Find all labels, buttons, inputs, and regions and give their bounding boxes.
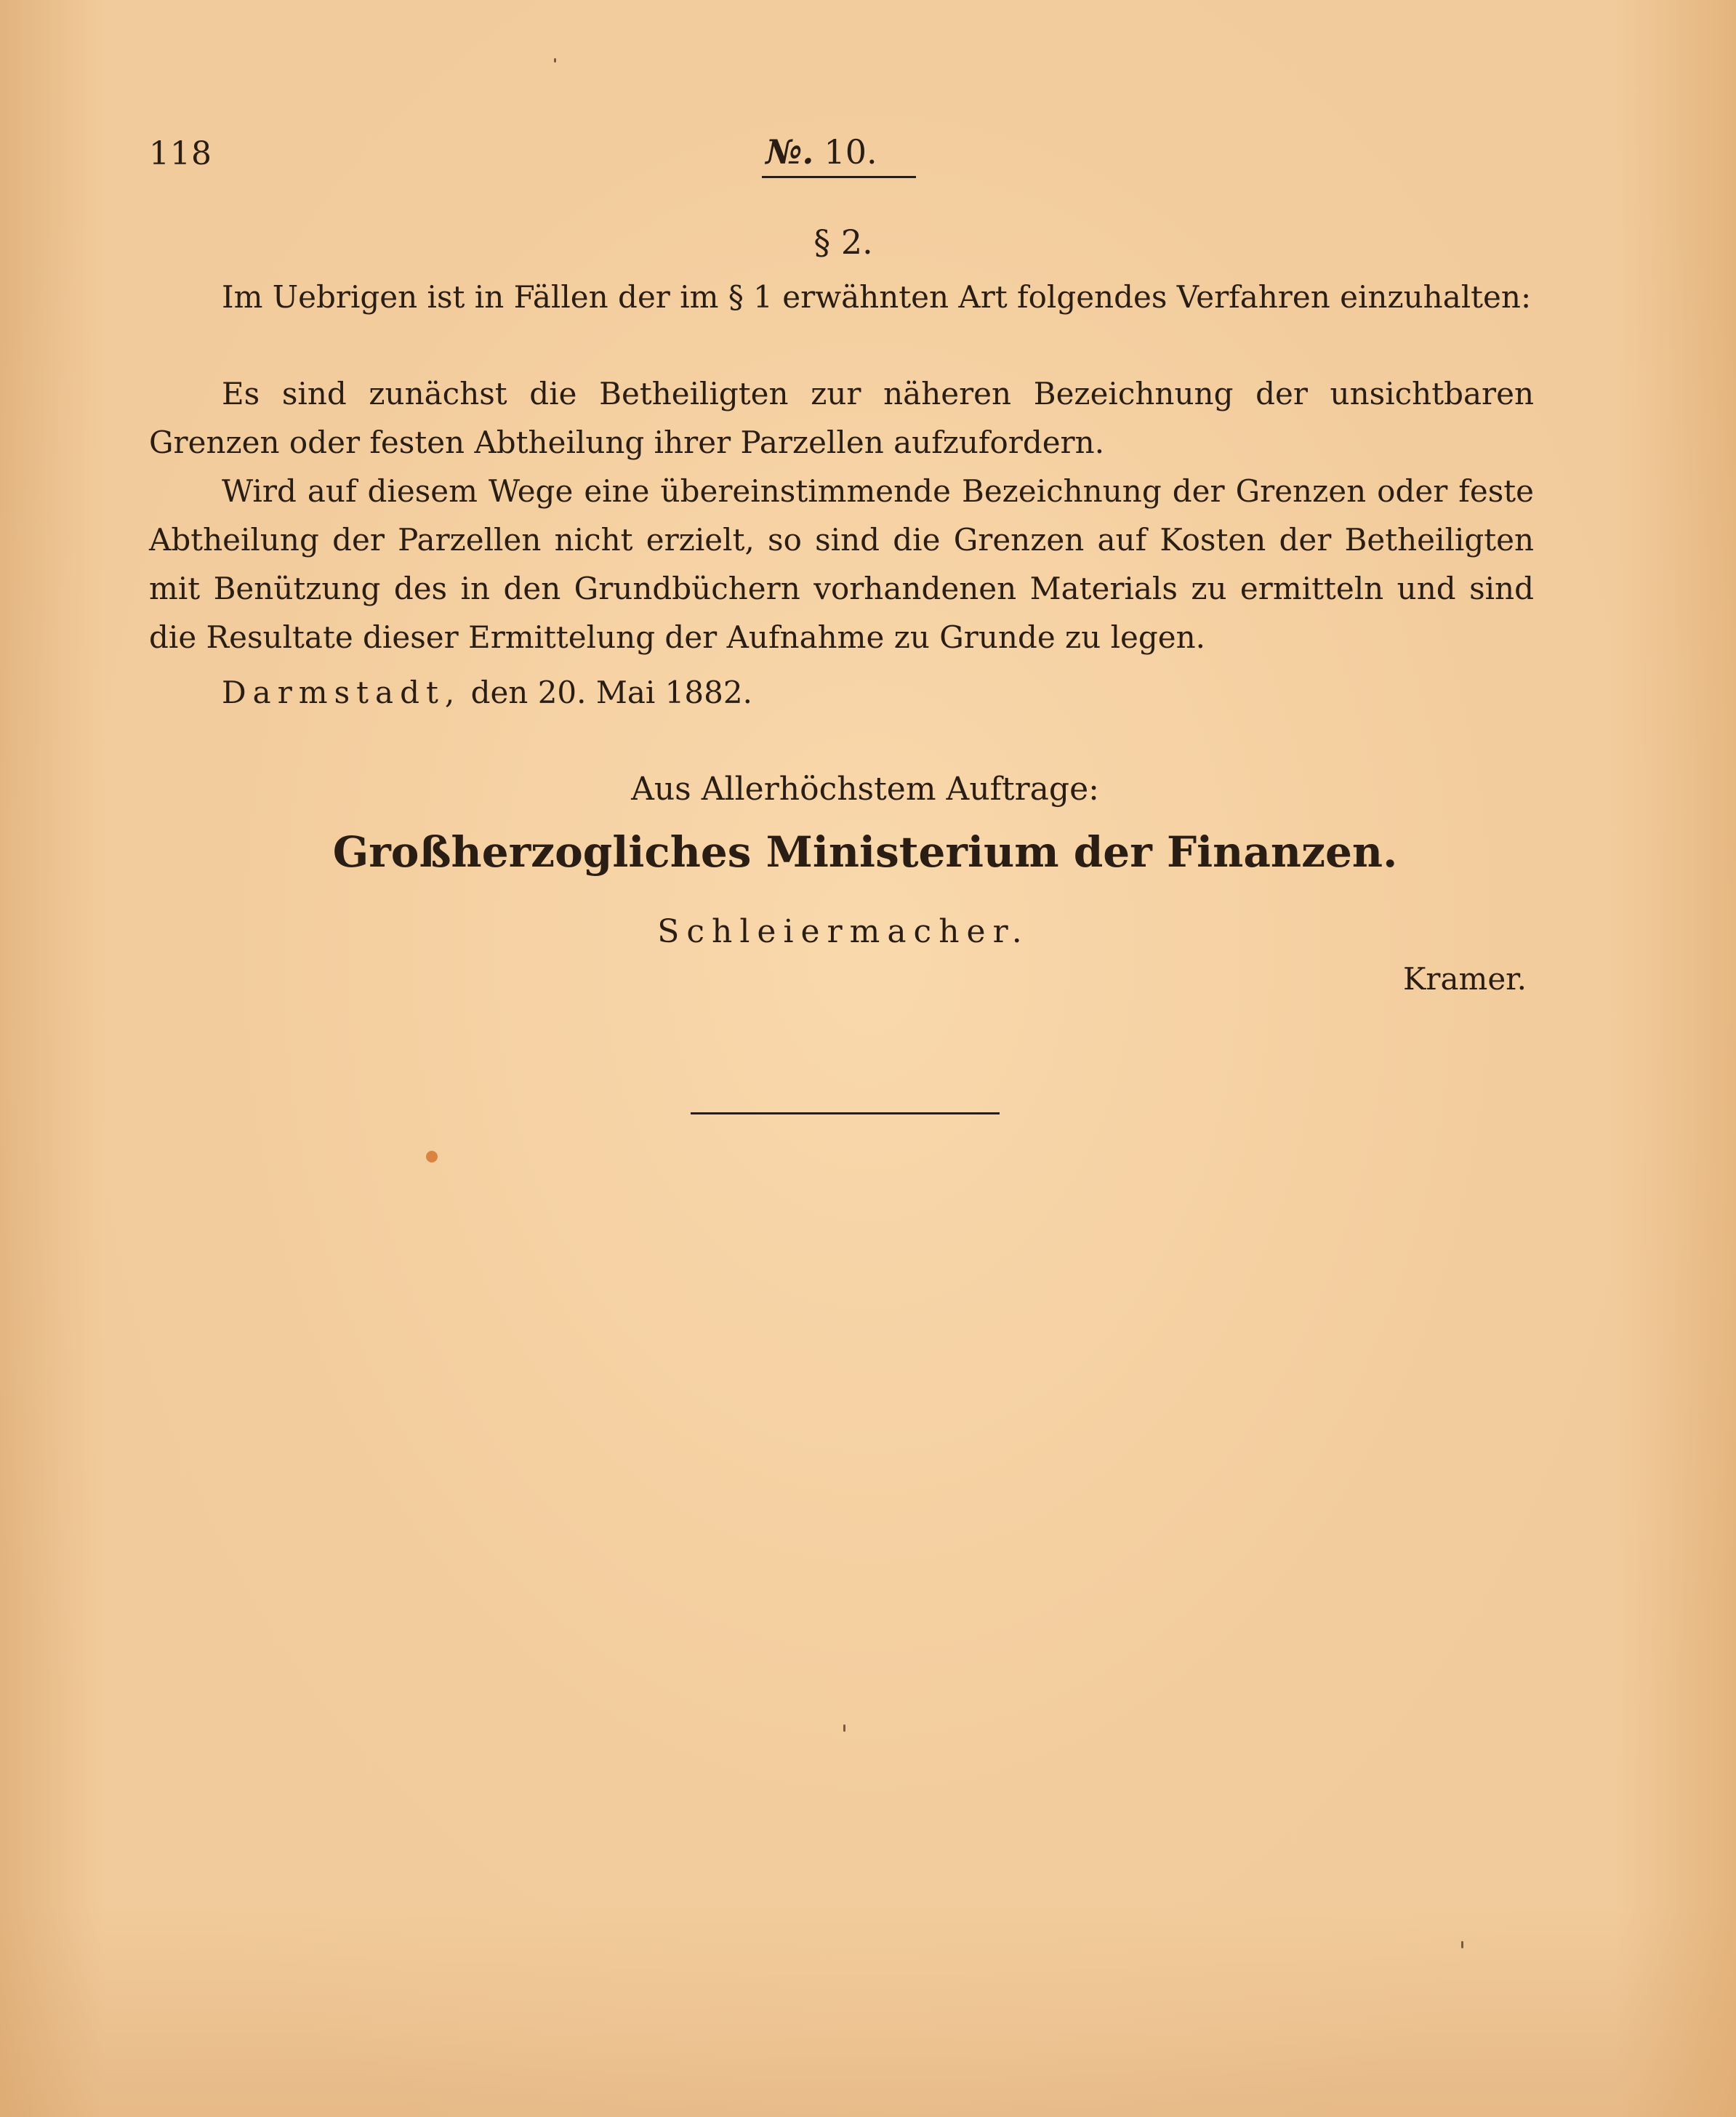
- header-rule: [762, 176, 916, 178]
- issue-number: [749, 132, 894, 172]
- paragraph-2: [149, 369, 1534, 467]
- paper-speck: [843, 1724, 845, 1732]
- issue-prefix: №.: [765, 132, 814, 172]
- section-heading: § 2.: [813, 222, 873, 262]
- dateline-date: den 20. Mai 1882.: [470, 675, 752, 710]
- signer-schleiermacher: Schleiermacher.: [657, 913, 1029, 950]
- paragraph-1: [149, 273, 1534, 321]
- issue-number-value: 10.: [824, 132, 877, 172]
- paragraph-3: [149, 467, 1534, 662]
- paper-speck: [554, 58, 556, 63]
- signer-kramer: Kramer.: [1403, 961, 1527, 997]
- paragraph-3-text: Wird auf diesem Wege eine übereinstimmende Bezeichnung der Grenzen oder feste Abtheilung der Parzellen nicht erzielt, so sind die Grenzen auf Kosten der Betheiligten mit Benützung des in den Grundbüchern vorhandenen Materials zu ermitteln und sind die Resultate dieser Ermittelung der Aufnahme zu Grunde zu legen.: [149, 473, 1534, 655]
- paragraph-2-text: Es sind zunächst die Betheiligten zur näheren Bezeichnung der unsichtbaren Grenzen oder festen Abtheilung ihrer Parzellen aufzufordern.: [149, 376, 1534, 460]
- mandate-line: Aus Allerhöchstem Auftrage:: [631, 771, 1099, 808]
- page-number: 118: [149, 135, 212, 172]
- closing-rule: [691, 1112, 1000, 1114]
- ministry-name: Großherzogliches Ministerium der Finanzen.: [332, 827, 1398, 877]
- paragraph-1-text: Im Uebrigen ist in Fällen der im § 1 erwähnten Art folgendes Verfahren einzuhalten:: [222, 279, 1532, 315]
- ink-stain-dot: [426, 1151, 438, 1162]
- dateline-city: Darmstadt,: [222, 675, 462, 710]
- dateline: [222, 675, 752, 710]
- paper-speck: [1461, 1941, 1463, 1948]
